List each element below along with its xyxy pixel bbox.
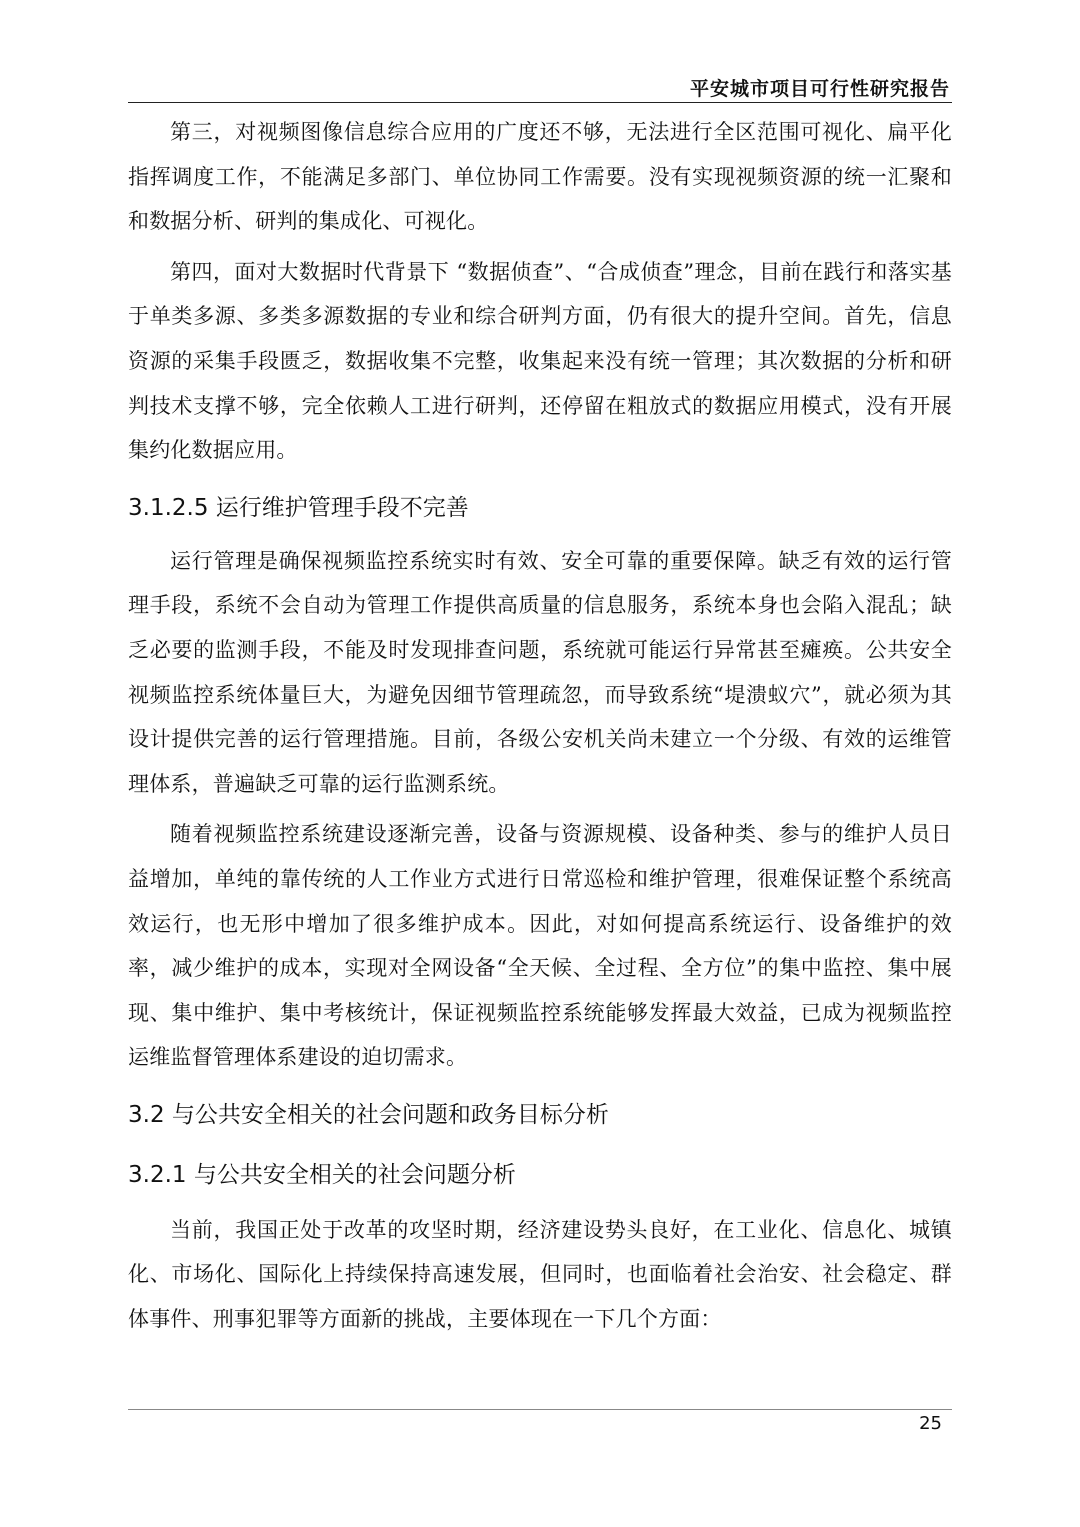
paragraph-current-situation: 当前，我国正处于改革的攻坚时期，经济建设势头良好，在工业化、信息化、城镇化、市场化、国际化上持续保持高速发展，但同时，也面临着社会治安、社会稳定、群体事件、刑事犯罪等方面新的挑战，主要体现在一下几个方面： xyxy=(128,1217,952,1332)
page-number: 25 xyxy=(919,1413,942,1434)
section-heading-3-2: 3.2 与公共安全相关的社会问题和政务目标分析 xyxy=(128,1101,609,1128)
page-body xyxy=(128,110,952,1348)
running-header-title: 平安城市项目可行性研究报告 xyxy=(689,78,950,100)
paragraph-third-point: 第三，对视频图像信息综合应用的广度还不够，无法进行全区范围可视化、扁平化指挥调度工作，不能满足多部门、单位协同工作需要。没有实现视频资源的统一汇聚和和数据分析、研判的集成化、可视化。 xyxy=(128,120,952,234)
header-divider xyxy=(128,102,952,103)
paragraph-operation-management: 运行管理是确保视频监控系统实时有效、安全可靠的重要保障。缺乏有效的运行管理手段，系统不会自动为管理工作提供高质量的信息服务，系统本身也会陷入混乱；缺乏必要的监测手段，不能及时发现排查问题，系统就可能运行异常甚至瘫痪。公共安全视频监控系统体量巨大，为避免因细节管理疏忽，而导致系统“堤溃蚁穴”，就必须为其设计提供完善的运行管理措施。目前，各级公安机关尚未建立一个分级、有效的运维管理体系，普遍缺乏可靠的运行监测系统。 xyxy=(128,548,952,796)
paragraph-maintenance-efficiency: 随着视频监控系统建设逐渐完善，设备与资源规模、设备种类、参与的维护人员日益增加，单纯的靠传统的人工作业方式进行日常巡检和维护管理，很难保证整个系统高效运行，也无形中增加了很多维护成本。因此，对如何提高系统运行、设备维护的效率，减少维护的成本，实现对全网设备“全天候、全过程、全方位”的集中监控、集中展现、集中维护、集中考核统计，保证视频监控系统能够发挥最大效益，已成为视频监控运维监督管理体系建设的迫切需求。 xyxy=(128,822,952,1070)
footer-divider xyxy=(128,1409,952,1410)
paragraph-fourth-point: 第四，面对大数据时代背景下 “数据侦查”、“合成侦查”理念，目前在践行和落实基于单类多源、多类多源数据的专业和综合研判方面，仍有很大的提升空间。首先，信息资源的采集手段匮乏，数据收集不完整，收集起来没有统一管理；其次数据的分析和研判技术支撑不够，完全依赖人工进行研判，还停留在粗放式的数据应用模式，没有开展集约化数据应用。 xyxy=(128,259,952,463)
section-heading-3-1-2-5: 3.1.2.5 运行维护管理手段不完善 xyxy=(128,494,469,521)
section-heading-3-2-1: 3.2.1 与公共安全相关的社会问题分析 xyxy=(128,1161,516,1188)
